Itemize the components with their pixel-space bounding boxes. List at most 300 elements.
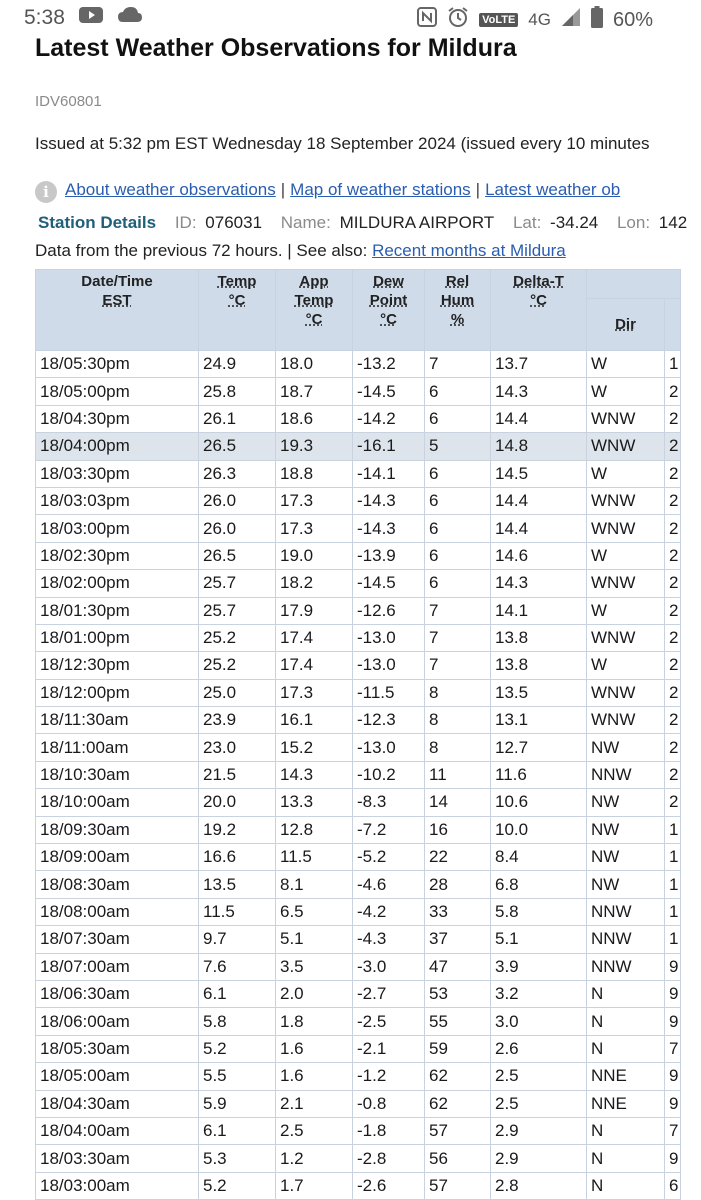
table-row bbox=[36, 1090, 681, 1117]
cell-delta-t: 3.9 bbox=[491, 953, 587, 980]
cell-app-temp: 12.8 bbox=[276, 816, 353, 843]
cell-dew-point: -8.3 bbox=[353, 789, 425, 816]
product-id: IDV60801 bbox=[35, 93, 102, 110]
col-header-delta-t[interactable] bbox=[491, 270, 587, 351]
cell-temp: 26.5 bbox=[199, 433, 276, 460]
cell-app-temp: 5.1 bbox=[276, 926, 353, 953]
header-line: Point bbox=[369, 292, 408, 309]
cell-cutoff: 2 bbox=[665, 679, 681, 706]
link-latest-weather[interactable]: Latest weather ob bbox=[485, 180, 621, 199]
cell-dir: WNW bbox=[587, 405, 665, 432]
cell-rel-hum: 7 bbox=[425, 597, 491, 624]
col-header-datetime bbox=[36, 270, 199, 351]
cell-delta-t: 14.4 bbox=[491, 487, 587, 514]
cell-datetime: 18/04:00am bbox=[36, 1117, 199, 1144]
cell-temp: 24.9 bbox=[199, 351, 276, 378]
cell-rel-hum: 62 bbox=[425, 1063, 491, 1090]
cell-dir: WNW bbox=[587, 707, 665, 734]
cell-dew-point: -0.8 bbox=[353, 1090, 425, 1117]
col-header-temp[interactable] bbox=[199, 270, 276, 351]
cell-delta-t: 5.1 bbox=[491, 926, 587, 953]
cell-datetime: 18/08:00am bbox=[36, 898, 199, 925]
cell-datetime: 18/04:30pm bbox=[36, 405, 199, 432]
cell-rel-hum: 14 bbox=[425, 789, 491, 816]
data-from-line bbox=[35, 241, 566, 261]
cell-datetime: 18/03:00am bbox=[36, 1172, 199, 1199]
cell-temp: 20.0 bbox=[199, 789, 276, 816]
table-row bbox=[36, 953, 681, 980]
cell-cutoff: 2 bbox=[665, 433, 681, 460]
cell-dew-point: -14.3 bbox=[353, 515, 425, 542]
cell-rel-hum: 6 bbox=[425, 405, 491, 432]
cell-dew-point: -11.5 bbox=[353, 679, 425, 706]
station-details bbox=[38, 213, 701, 233]
station-lon-label: Lon: bbox=[616, 213, 651, 232]
header-line[interactable]: EST bbox=[102, 292, 132, 309]
cell-temp: 16.6 bbox=[199, 844, 276, 871]
cell-cutoff: 1 bbox=[665, 898, 681, 925]
table-row bbox=[36, 761, 681, 788]
cell-dew-point: -2.6 bbox=[353, 1172, 425, 1199]
observations-table bbox=[35, 269, 681, 1200]
header-line: °C bbox=[228, 292, 246, 309]
cell-rel-hum: 62 bbox=[425, 1090, 491, 1117]
cell-delta-t: 14.4 bbox=[491, 405, 587, 432]
header-line: Rel bbox=[445, 273, 470, 290]
station-id: 076031 bbox=[205, 213, 263, 232]
cell-cutoff: 6 bbox=[665, 1172, 681, 1199]
cell-cutoff: 1 bbox=[665, 816, 681, 843]
cell-delta-t: 13.8 bbox=[491, 624, 587, 651]
cell-temp: 11.5 bbox=[199, 898, 276, 925]
cell-datetime: 18/02:00pm bbox=[36, 570, 199, 597]
status-time: 5:38 bbox=[24, 6, 65, 29]
cell-delta-t: 2.8 bbox=[491, 1172, 587, 1199]
cell-rel-hum: 5 bbox=[425, 433, 491, 460]
cell-temp: 5.9 bbox=[199, 1090, 276, 1117]
header-line: Temp bbox=[294, 292, 334, 309]
cell-temp: 25.2 bbox=[199, 652, 276, 679]
cell-dew-point: -5.2 bbox=[353, 844, 425, 871]
table-row bbox=[36, 378, 681, 405]
cell-rel-hum: 6 bbox=[425, 460, 491, 487]
col-header-wind-group bbox=[587, 270, 681, 299]
cell-temp: 25.7 bbox=[199, 597, 276, 624]
cell-temp: 6.1 bbox=[199, 1117, 276, 1144]
table-row bbox=[36, 351, 681, 378]
cell-datetime: 18/12:00pm bbox=[36, 679, 199, 706]
cell-rel-hum: 57 bbox=[425, 1172, 491, 1199]
cell-temp: 7.6 bbox=[199, 953, 276, 980]
cell-dir: WNW bbox=[587, 570, 665, 597]
col-header-dew-point[interactable] bbox=[353, 270, 425, 351]
cell-temp: 6.1 bbox=[199, 980, 276, 1007]
col-header-cutoff bbox=[665, 299, 681, 351]
cell-dir: W bbox=[587, 542, 665, 569]
cell-app-temp: 1.7 bbox=[276, 1172, 353, 1199]
cell-datetime: 18/09:30am bbox=[36, 816, 199, 843]
cell-datetime: 18/10:30am bbox=[36, 761, 199, 788]
cell-dew-point: -12.3 bbox=[353, 707, 425, 734]
cell-temp: 25.0 bbox=[199, 679, 276, 706]
cell-cutoff: 9 bbox=[665, 1090, 681, 1117]
cell-cutoff: 1 bbox=[665, 926, 681, 953]
cell-app-temp: 1.6 bbox=[276, 1063, 353, 1090]
cell-app-temp: 18.8 bbox=[276, 460, 353, 487]
cell-app-temp: 17.9 bbox=[276, 597, 353, 624]
link-about-observations[interactable]: About weather observations bbox=[65, 180, 276, 199]
cell-temp: 19.2 bbox=[199, 816, 276, 843]
cell-temp: 5.2 bbox=[199, 1172, 276, 1199]
cell-dir: WNW bbox=[587, 515, 665, 542]
cell-delta-t: 14.3 bbox=[491, 378, 587, 405]
cell-delta-t: 13.8 bbox=[491, 652, 587, 679]
cloud-icon bbox=[117, 6, 143, 30]
cell-dir: W bbox=[587, 652, 665, 679]
cell-cutoff: 2 bbox=[665, 597, 681, 624]
cell-dew-point: -14.5 bbox=[353, 570, 425, 597]
cell-app-temp: 17.3 bbox=[276, 515, 353, 542]
table-row bbox=[36, 487, 681, 514]
cell-delta-t: 5.8 bbox=[491, 898, 587, 925]
cell-cutoff: 9 bbox=[665, 1063, 681, 1090]
cell-cutoff: 2 bbox=[665, 487, 681, 514]
cell-cutoff: 2 bbox=[665, 652, 681, 679]
cell-datetime: 18/08:30am bbox=[36, 871, 199, 898]
cell-datetime: 18/04:00pm bbox=[36, 433, 199, 460]
cell-cutoff: 1 bbox=[665, 844, 681, 871]
cell-delta-t: 13.1 bbox=[491, 707, 587, 734]
cell-datetime: 18/12:30pm bbox=[36, 652, 199, 679]
cell-dew-point: -1.8 bbox=[353, 1117, 425, 1144]
cell-rel-hum: 8 bbox=[425, 734, 491, 761]
volte-badge: VoLTE bbox=[479, 13, 518, 27]
cell-cutoff: 2 bbox=[665, 405, 681, 432]
table-row bbox=[36, 1008, 681, 1035]
cell-delta-t: 2.5 bbox=[491, 1090, 587, 1117]
col-header-rel-hum[interactable] bbox=[425, 270, 491, 351]
cell-dir: NW bbox=[587, 734, 665, 761]
table-row bbox=[36, 1172, 681, 1199]
cell-dir: W bbox=[587, 460, 665, 487]
cell-datetime: 18/06:00am bbox=[36, 1008, 199, 1035]
cell-app-temp: 19.0 bbox=[276, 542, 353, 569]
cell-rel-hum: 59 bbox=[425, 1035, 491, 1062]
cell-app-temp: 1.6 bbox=[276, 1035, 353, 1062]
table-row bbox=[36, 1117, 681, 1144]
cell-datetime: 18/11:30am bbox=[36, 707, 199, 734]
table-row bbox=[36, 734, 681, 761]
cell-rel-hum: 56 bbox=[425, 1145, 491, 1172]
table-row bbox=[36, 597, 681, 624]
table-row bbox=[36, 707, 681, 734]
col-header-dir[interactable] bbox=[587, 299, 665, 351]
header-line: Delta-T bbox=[513, 273, 564, 290]
cell-delta-t: 13.5 bbox=[491, 679, 587, 706]
cell-delta-t: 2.5 bbox=[491, 1063, 587, 1090]
cell-dir: N bbox=[587, 1117, 665, 1144]
cell-dew-point: -13.0 bbox=[353, 652, 425, 679]
cell-temp: 26.5 bbox=[199, 542, 276, 569]
cell-rel-hum: 55 bbox=[425, 1008, 491, 1035]
cell-dir: NNW bbox=[587, 761, 665, 788]
cell-rel-hum: 37 bbox=[425, 926, 491, 953]
cell-delta-t: 14.1 bbox=[491, 597, 587, 624]
cell-temp: 23.0 bbox=[199, 734, 276, 761]
cell-rel-hum: 7 bbox=[425, 652, 491, 679]
cell-rel-hum: 6 bbox=[425, 515, 491, 542]
cell-dew-point: -14.3 bbox=[353, 487, 425, 514]
cell-dir: NNE bbox=[587, 1063, 665, 1090]
table-row bbox=[36, 1145, 681, 1172]
cell-app-temp: 16.1 bbox=[276, 707, 353, 734]
cell-temp: 5.8 bbox=[199, 1008, 276, 1035]
cell-rel-hum: 16 bbox=[425, 816, 491, 843]
cell-rel-hum: 7 bbox=[425, 351, 491, 378]
table-row bbox=[36, 542, 681, 569]
cell-dir: N bbox=[587, 1145, 665, 1172]
header-line: Dew bbox=[373, 273, 404, 290]
cell-dir: NW bbox=[587, 816, 665, 843]
cell-delta-t: 6.8 bbox=[491, 871, 587, 898]
cell-dir: W bbox=[587, 351, 665, 378]
cell-dir: WNW bbox=[587, 487, 665, 514]
page-title: Latest Weather Observations for Mildura bbox=[35, 34, 517, 62]
cell-dir: NNW bbox=[587, 898, 665, 925]
table-row bbox=[36, 871, 681, 898]
cell-dew-point: -13.0 bbox=[353, 624, 425, 651]
observations-body bbox=[36, 351, 681, 1200]
cell-rel-hum: 6 bbox=[425, 487, 491, 514]
cell-dir: N bbox=[587, 1035, 665, 1062]
cell-cutoff: 1 bbox=[665, 351, 681, 378]
station-lat: -34.24 bbox=[550, 213, 599, 232]
cell-cutoff: 1 bbox=[665, 871, 681, 898]
table-row bbox=[36, 844, 681, 871]
cell-dew-point: -2.1 bbox=[353, 1035, 425, 1062]
cell-dir: NNE bbox=[587, 1090, 665, 1117]
header-line: Hum bbox=[440, 292, 475, 309]
cell-dir: NW bbox=[587, 844, 665, 871]
header-line: Temp bbox=[217, 273, 257, 290]
cell-datetime: 18/01:30pm bbox=[36, 597, 199, 624]
cell-rel-hum: 33 bbox=[425, 898, 491, 925]
cell-dir: W bbox=[587, 597, 665, 624]
cell-dir: N bbox=[587, 980, 665, 1007]
cell-app-temp: 17.4 bbox=[276, 624, 353, 651]
cell-datetime: 18/10:00am bbox=[36, 789, 199, 816]
battery-icon bbox=[591, 6, 603, 34]
cell-app-temp: 17.4 bbox=[276, 652, 353, 679]
cell-app-temp: 3.5 bbox=[276, 953, 353, 980]
cell-cutoff: 9 bbox=[665, 980, 681, 1007]
table-row bbox=[36, 789, 681, 816]
cell-datetime: 18/05:00pm bbox=[36, 378, 199, 405]
station-lon: 142 bbox=[658, 213, 688, 232]
cell-app-temp: 1.8 bbox=[276, 1008, 353, 1035]
signal-icon bbox=[561, 7, 581, 33]
station-id-label: ID: bbox=[174, 213, 197, 232]
cell-delta-t: 10.6 bbox=[491, 789, 587, 816]
cell-datetime: 18/05:30am bbox=[36, 1035, 199, 1062]
table-row bbox=[36, 679, 681, 706]
cell-datetime: 18/02:30pm bbox=[36, 542, 199, 569]
cell-temp: 21.5 bbox=[199, 761, 276, 788]
cell-dew-point: -12.6 bbox=[353, 597, 425, 624]
cell-datetime: 18/01:00pm bbox=[36, 624, 199, 651]
table-row bbox=[36, 1035, 681, 1062]
cell-dir: WNW bbox=[587, 433, 665, 460]
cell-temp: 25.7 bbox=[199, 570, 276, 597]
cell-datetime: 18/05:00am bbox=[36, 1063, 199, 1090]
cell-dew-point: -13.0 bbox=[353, 734, 425, 761]
cell-dir: WNW bbox=[587, 624, 665, 651]
table-row bbox=[36, 433, 681, 460]
header-line: °C bbox=[380, 311, 397, 328]
cell-dir: NW bbox=[587, 789, 665, 816]
info-links bbox=[35, 177, 620, 203]
cell-temp: 5.5 bbox=[199, 1063, 276, 1090]
cell-dir: W bbox=[587, 378, 665, 405]
table-row bbox=[36, 570, 681, 597]
cell-temp: 26.3 bbox=[199, 460, 276, 487]
data-from-text: Data from the previous 72 hours. | See also: bbox=[35, 241, 368, 260]
cell-delta-t: 14.4 bbox=[491, 515, 587, 542]
table-row bbox=[36, 1063, 681, 1090]
cell-datetime: 18/09:00am bbox=[36, 844, 199, 871]
cell-datetime: 18/07:00am bbox=[36, 953, 199, 980]
cell-rel-hum: 8 bbox=[425, 679, 491, 706]
cell-datetime: 18/03:03pm bbox=[36, 487, 199, 514]
station-name: MILDURA AIRPORT bbox=[339, 213, 495, 232]
nfc-icon bbox=[417, 7, 437, 33]
cell-dew-point: -2.7 bbox=[353, 980, 425, 1007]
cell-app-temp: 18.6 bbox=[276, 405, 353, 432]
cell-app-temp: 14.3 bbox=[276, 761, 353, 788]
cell-cutoff: 2 bbox=[665, 707, 681, 734]
cell-datetime: 18/03:30am bbox=[36, 1145, 199, 1172]
cell-cutoff: 2 bbox=[665, 378, 681, 405]
cell-datetime: 18/05:30pm bbox=[36, 351, 199, 378]
web-page bbox=[0, 34, 688, 1200]
cell-datetime: 18/04:30am bbox=[36, 1090, 199, 1117]
cell-app-temp: 11.5 bbox=[276, 844, 353, 871]
cell-dew-point: -1.2 bbox=[353, 1063, 425, 1090]
cell-temp: 13.5 bbox=[199, 871, 276, 898]
link-separator: | bbox=[280, 180, 286, 199]
youtube-icon bbox=[79, 6, 103, 30]
table-row bbox=[36, 624, 681, 651]
cell-dew-point: -14.2 bbox=[353, 405, 425, 432]
header-line: % bbox=[450, 311, 465, 328]
table-row bbox=[36, 515, 681, 542]
cell-cutoff: 9 bbox=[665, 1145, 681, 1172]
link-map-stations[interactable]: Map of weather stations bbox=[290, 180, 471, 199]
cell-app-temp: 1.2 bbox=[276, 1145, 353, 1172]
cell-cutoff: 2 bbox=[665, 515, 681, 542]
cell-dir: N bbox=[587, 1172, 665, 1199]
cell-cutoff: 2 bbox=[665, 460, 681, 487]
cell-temp: 23.9 bbox=[199, 707, 276, 734]
cell-temp: 26.0 bbox=[199, 515, 276, 542]
cell-dir: N bbox=[587, 1008, 665, 1035]
cell-dew-point: -4.6 bbox=[353, 871, 425, 898]
cell-temp: 9.7 bbox=[199, 926, 276, 953]
cell-rel-hum: 22 bbox=[425, 844, 491, 871]
cell-app-temp: 15.2 bbox=[276, 734, 353, 761]
cell-delta-t: 14.6 bbox=[491, 542, 587, 569]
header-line: °C bbox=[530, 292, 547, 309]
cell-cutoff: 2 bbox=[665, 761, 681, 788]
header-line: °C bbox=[305, 311, 323, 328]
cell-dew-point: -13.2 bbox=[353, 351, 425, 378]
cell-delta-t: 3.0 bbox=[491, 1008, 587, 1035]
cell-app-temp: 8.1 bbox=[276, 871, 353, 898]
cell-datetime: 18/03:00pm bbox=[36, 515, 199, 542]
cell-delta-t: 3.2 bbox=[491, 980, 587, 1007]
table-row bbox=[36, 926, 681, 953]
table-row bbox=[36, 816, 681, 843]
cell-app-temp: 17.3 bbox=[276, 679, 353, 706]
cell-temp: 26.1 bbox=[199, 405, 276, 432]
battery-percent: 60% bbox=[612, 8, 653, 31]
cell-dir: NW bbox=[587, 871, 665, 898]
table-row bbox=[36, 980, 681, 1007]
table-row bbox=[36, 460, 681, 487]
station-lat-label: Lat: bbox=[512, 213, 542, 232]
cell-rel-hum: 11 bbox=[425, 761, 491, 788]
cell-temp: 26.0 bbox=[199, 487, 276, 514]
cell-cutoff: 7 bbox=[665, 1117, 681, 1144]
alarm-icon bbox=[447, 6, 469, 34]
cell-dew-point: -7.2 bbox=[353, 816, 425, 843]
station-details-title: Station Details bbox=[38, 213, 157, 232]
cell-temp: 5.3 bbox=[199, 1145, 276, 1172]
cell-delta-t: 14.8 bbox=[491, 433, 587, 460]
cell-app-temp: 2.1 bbox=[276, 1090, 353, 1117]
cell-dew-point: -4.3 bbox=[353, 926, 425, 953]
cell-dew-point: -13.9 bbox=[353, 542, 425, 569]
cell-cutoff: 9 bbox=[665, 1008, 681, 1035]
cell-datetime: 18/03:30pm bbox=[36, 460, 199, 487]
cell-rel-hum: 28 bbox=[425, 871, 491, 898]
cell-rel-hum: 6 bbox=[425, 570, 491, 597]
cell-app-temp: 13.3 bbox=[276, 789, 353, 816]
cell-temp: 25.8 bbox=[199, 378, 276, 405]
network-type: 4G bbox=[528, 10, 551, 29]
cell-cutoff: 2 bbox=[665, 734, 681, 761]
cell-cutoff: 2 bbox=[665, 542, 681, 569]
cell-cutoff: 7 bbox=[665, 1035, 681, 1062]
cell-cutoff: 9 bbox=[665, 953, 681, 980]
cell-datetime: 18/11:00am bbox=[36, 734, 199, 761]
cell-temp: 25.2 bbox=[199, 624, 276, 651]
cell-dir: NNW bbox=[587, 926, 665, 953]
col-header-app-temp[interactable] bbox=[276, 270, 353, 351]
station-name-label: Name: bbox=[280, 213, 331, 232]
cell-app-temp: 17.3 bbox=[276, 487, 353, 514]
info-icon: i bbox=[35, 181, 57, 203]
cell-app-temp: 6.5 bbox=[276, 898, 353, 925]
cell-dew-point: -4.2 bbox=[353, 898, 425, 925]
cell-rel-hum: 53 bbox=[425, 980, 491, 1007]
link-separator: | bbox=[475, 180, 481, 199]
link-recent-months[interactable]: Recent months at Mildura bbox=[372, 241, 566, 260]
cell-app-temp: 18.7 bbox=[276, 378, 353, 405]
cell-delta-t: 11.6 bbox=[491, 761, 587, 788]
cell-app-temp: 2.0 bbox=[276, 980, 353, 1007]
header-line: Dir bbox=[615, 316, 636, 333]
